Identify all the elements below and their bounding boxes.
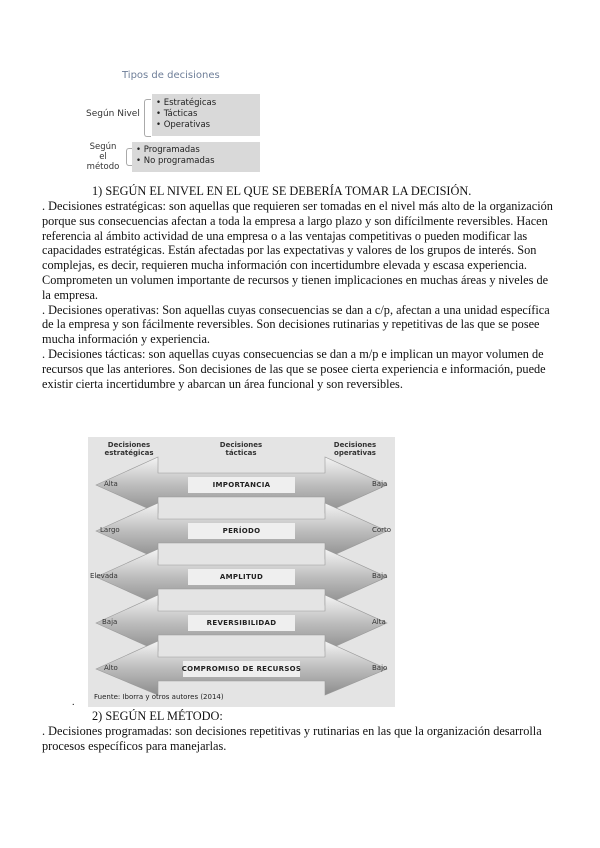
decision-types-diagram [82, 64, 262, 176]
row-right-value: Baja [372, 572, 388, 580]
row-label: AMPLITUD [219, 573, 264, 581]
diagram-title: Tipos de decisiones [122, 70, 220, 81]
paragraph-programmed: . Decisiones programadas: son decisiones repetitivas y rutinarias en las que la organización desarrolla procesos específicos para manejarlas. [42, 724, 542, 753]
row-left-value: Alta [104, 480, 118, 488]
method-box [132, 142, 260, 172]
level-item: • Estratégicas [156, 98, 217, 108]
section-2-heading: 2) SEGÚN EL MÉTODO: [92, 709, 223, 723]
row-left-value: Largo [100, 526, 120, 534]
column-tactical: Decisiones tácticas [219, 441, 263, 457]
row-label: IMPORTANCIA [212, 481, 271, 489]
paragraph-tactical: . Decisiones tácticas: son aquellas cuyas consecuencias se dan a m/p e implican un mayor volumen de recursos que las anteriores. Son decisiones de las que se posee cierta experiencia e información, puede existir cierta incertidumbre y abarcan un área funcional y son reversibles. [42, 346, 546, 391]
level-item: • Tácticas [156, 109, 198, 119]
level-item: • Operativas [156, 120, 211, 130]
by-level-label: Según Nivel [86, 109, 140, 119]
row-label: COMPROMISO DE RECURSOS [181, 665, 302, 673]
row-label: PERÍODO [222, 527, 261, 535]
column-strategic: Decisiones estratégicas [104, 441, 154, 457]
row-right-value: Alta [372, 618, 386, 626]
paragraph-strategic: . Decisiones estratégicas: son aquellas que requieren ser tomadas en el nivel más alto de la organización porque sus consecuencias afectan a toda la empresa a largo plazo y son difícilmente reversibles. Hacen referencia al ámbito actividad de una empresa o a las ventajas competitivas o pueden modificar las capacidades estratégicas. Están afectadas por las expectativas y valores de los grupos de interés. Son complejas, es decir, requieren mucha información con incertidumbre elevada y escasa experiencia. Comprometen un volumen importante de recursos y tienen implicaciones en muchas áreas y niveles de la empresa. [42, 199, 553, 302]
row-left-value: Baja [102, 618, 118, 626]
decision-comparison-figure [88, 437, 395, 707]
column-operative: Decisiones operativas [333, 441, 377, 457]
paragraph-operative: . Decisiones operativas: Son aquellas cuyas consecuencias se dan a c/p, afectan a una unidad específica de la empresa y son fácilmente reversibles. Son decisiones rutinarias y repetitivas de las que se posee mucha información y experiencia. [42, 302, 550, 347]
method-item: • No programadas [136, 156, 215, 166]
row-right-value: Bajo [372, 664, 388, 672]
row-right-value: Corto [372, 526, 392, 534]
level-brace [144, 99, 151, 137]
row-left-value: Elevada [90, 572, 118, 580]
row-left-value: Alto [104, 664, 118, 672]
by-method-label: Según el método [86, 142, 120, 172]
section-2-body [42, 724, 554, 754]
figure-source: Fuente: Iborra y otros autores (2014) [94, 693, 224, 701]
section-1-body [42, 199, 554, 391]
stray-dot: . [72, 697, 75, 708]
section-1-heading: 1) SEGÚN EL NIVEL EN EL QUE SE DEBERÍA TOMAR LA DECISIÓN. [92, 184, 472, 198]
level-box [152, 94, 260, 136]
row-right-value: Baja [372, 480, 388, 488]
row-label: REVERSIBILIDAD [206, 619, 277, 627]
method-item: • Programadas [136, 145, 200, 155]
